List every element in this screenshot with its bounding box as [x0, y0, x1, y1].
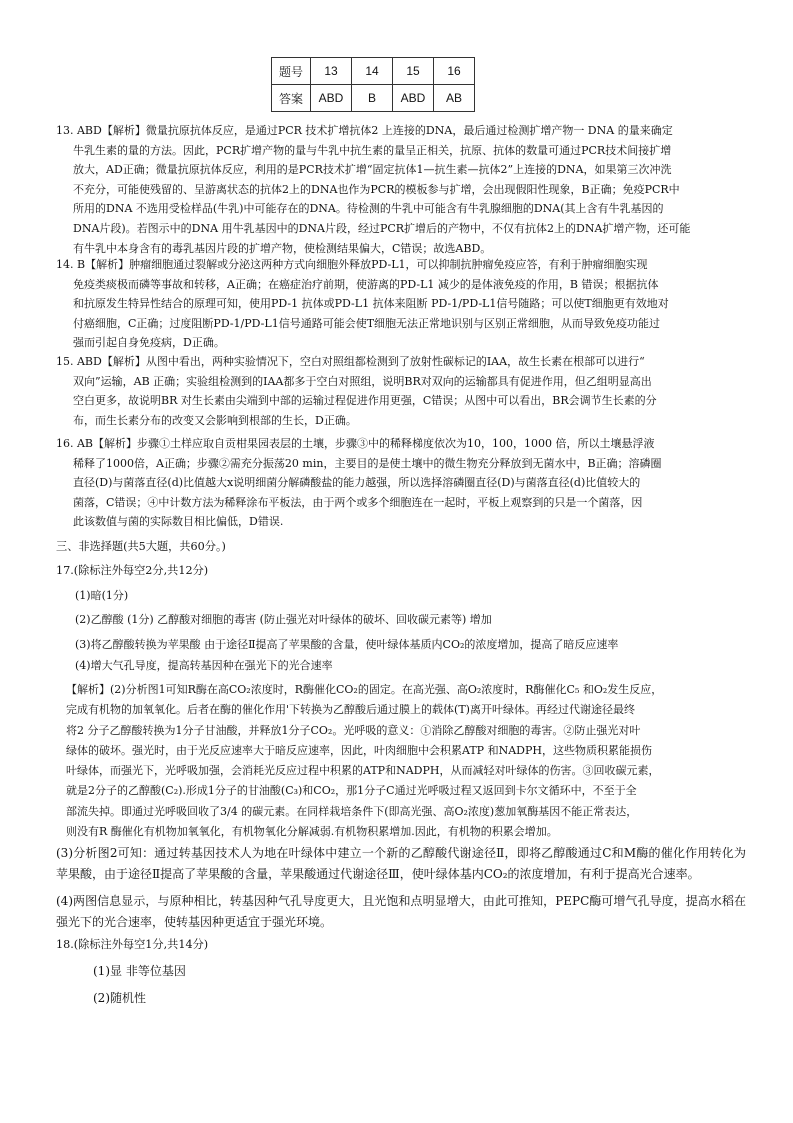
- text-line: 完成有机物的加氧氧化。后者在酶的催化作用'下转换为乙醇酸后通过膜上的载体(T)离开叶绿体。再经过代谢途径最终: [66, 703, 635, 717]
- text-line: 部流失掉。即通过光呼吸回收了3/4 的碳元素。在同样栽培条件下(即高光强、高O₂浓度)葱加氧酶基因不能正常表达，: [66, 804, 638, 818]
- text-line: 就是2分子的乙醇酸(C₂).形成1分子的甘油酸(C₃)和CO₂，那1分子C通过光呼吸过程又返回到卡尔文循环中，不至于全: [66, 784, 637, 798]
- q18-answer-1: (1)显 非等位基因: [93, 964, 186, 978]
- question-17-header: 17.(除标注外每空2分,共12分): [56, 564, 209, 577]
- question-18-header: 18.(除标注外每空1分,共14分): [56, 938, 209, 951]
- table-cell: 16: [434, 58, 475, 85]
- paragraph: (3)分析图2可知：通过转基因技术人为地在叶绿体中建立一个新的乙醇酸代谢途径Ⅱ，即将乙醇酸通过C和M酶的催化作用转化为苹果酸，由于途径Ⅱ提高了苹果酸的含量，苹果酸通过代谢途径Ⅲ，使叶绿体基内CO₂的浓度增加，有利于提高光合速率。: [56, 846, 746, 881]
- section-heading: 三、非选择题(共5大题，共60分。): [56, 540, 226, 553]
- text-line: 布，而生长素分布的改变又会影响到根部的生长，D正确。: [73, 413, 357, 427]
- answer-table-row-numbers: [272, 58, 475, 85]
- text-line: 付癌细胞，C正确；过度阻断PD-1/PD-L1信号通路可能会使T细胞无法正常地识别与区别正常细胞，从而导致免疫功能过: [73, 316, 661, 330]
- q17-answer-2: (2)乙醇酸 (1分) 乙醇酸对细胞的毒害 (防止强光对叶绿体的破坏、回收碳元素等) 增加: [75, 613, 492, 626]
- text-line: 直径(D)与菌落直径(d)比值越大x说明细菌分解磷酸盐的能力越强，所以选择溶磷圈直径(D)与菌落直径(d)比值较大的: [73, 476, 641, 490]
- text-line: 不充分，可能使残留的、呈游离状态的抗体2上的DNA也作为PCR的模板参与扩增，会出现假阳性现象，B正确；免疫PCR中: [73, 182, 680, 196]
- text-line: 双向”运输，AB 正确；实验组检测到的IAA都多于空白对照组，说明BR对双向的运输都具有促进作用，但乙组明显高出: [73, 374, 652, 388]
- q17-answer-1: (1)暗(1分): [75, 589, 129, 602]
- text-line: 14. B【解析】肿瘤细胞通过裂解或分泌这两种方式向细胞外释放PD-L1，可以抑制抗肿瘤免疫应答，有利于肿瘤细胞实现: [56, 258, 648, 271]
- text-line: 则没有R 酶催化有机物加氧氧化，有机物氧化分解减弱.有机物积累增加.因此，有机物的积累会增加。: [66, 825, 558, 839]
- table-cell: AB: [434, 85, 475, 112]
- text-line: 空白更多，故说明BR 对生长素由尖端到中部的运输过程促进作用更强，C错误；从图中可以看出，BR会调节生长素的分: [73, 394, 657, 408]
- table-cell: ABD: [311, 85, 352, 112]
- table-cell: 答案: [272, 85, 311, 112]
- text-line: 和抗原发生特异性结合的原理可知，使用PD-1 抗体或PD-L1 抗体来阻断 PD-1/PD-L1信号随路；可以使T细胞更有效地对: [73, 297, 669, 311]
- table-cell: ABD: [393, 85, 434, 112]
- question-13-explanation: [56, 121, 746, 258]
- text-line: 有牛乳中本身含有的毒乳基因片段的扩增产物，使检测结果偏大，C错误；故选ABD。: [73, 241, 492, 255]
- question-15-explanation: [56, 352, 746, 430]
- text-line: 放大，AD正确；微量抗原抗体反应，利用的是PCR技术扩增“固定抗体1—抗生素—抗体2”上连接的DNA，如果第三次冲洗: [73, 163, 672, 177]
- text-line: 强而引起自身免疫病，D正确。: [73, 336, 225, 350]
- table-cell: 题号: [272, 58, 311, 85]
- text-line: 绿体的破坏。强光时，由于光反应速率大于暗反应速率，因此，叶肉细胞中会积累ATP 和NADPH，这些物质积累能损伤: [66, 743, 652, 757]
- question-17-analysis: [56, 680, 746, 842]
- text-line: 【解析】(2)分析图1可知R酶在高CO₂浓度时，R酶催化CO₂的固定。在高光强、高O₂浓度时，R酶催化C₅ 和O₂发生反应，: [66, 683, 663, 696]
- text-line: 15. ABD【解析】从图中看出，两种实验情况下，空白对照组都检测到了放射性碳标记的IAA，故生长素在根部可以进行“: [56, 355, 645, 368]
- table-cell: 14: [352, 58, 393, 85]
- text-line: 稀释了1000倍，A正确；步骤②需充分振荡20 min，主要目的是使土壤中的微生物充分释放到无菌水中，B正确；溶磷圈: [73, 456, 662, 470]
- paragraph: (4)两图信息显示，与原种相比，转基因种气孔导度更大，且光饱和点明显增大，由此可推知，PEPC酶可增气孔导度，提高水稻在强光下的光合速率，使转基因种更适宜于强光环境。: [56, 894, 746, 929]
- table-cell: 15: [393, 58, 434, 85]
- text-line: 16. AB【解析】步骤①土样应取自贡柑果园表层的土壤，步骤③中的稀释梯度依次为10，100，1000 倍，所以土壤悬浮液: [56, 437, 655, 450]
- text-line: 免疫类痰极而磷等事故和转移，A正确；在癌症治疗前期，使游离的PD-L1 减少的是体液免疫的作用，B 错误；根据抗体: [73, 277, 659, 291]
- table-cell: 13: [311, 58, 352, 85]
- answer-table: [271, 57, 475, 112]
- answer-table-row-answers: [272, 85, 475, 112]
- text-line: 将2 分子乙醇酸转换为1分子甘油酸，并释放1分子CO₂。光呼吸的意义：①消除乙醇酸对细胞的毒害。②防止强光对叶: [66, 723, 641, 737]
- question-14-explanation: [56, 255, 746, 353]
- q17-analysis-part-4: [56, 891, 746, 932]
- table-cell: B: [352, 85, 393, 112]
- text-line: 叶绿体，而强光下，光呼吸加强，会消耗光反应过程中积累的ATP和NADPH，从而减轻对叶绿体的伤害。③回收碳元素，: [66, 764, 660, 778]
- q17-answer-3: (3)将乙醇酸转换为苹果酸 由于途径Ⅱ提高了苹果酸的含量，使叶绿体基质内CO₂的浓度增加，提高了暗反应速率: [75, 638, 619, 651]
- text-line: DNA片段)。若图示中的DNA 用牛乳基因中的DNA片段，经过PCR扩增后的产物中，不仅有抗体2上的DNA扩增产物，还可能: [73, 221, 691, 235]
- text-line: 菌落，C错误；④中计数方法为稀释涂布平板法，由于两个或多个细胞连在一起时，平板上观察到的只是一个菌落，因: [73, 495, 643, 509]
- q17-analysis-part-3: [56, 843, 746, 884]
- text-line: 此该数值与菌的实际数目相比偏低，D错误.: [73, 515, 284, 529]
- q17-answer-4: (4)增大气孔导度，提高转基因种在强光下的光合速率: [75, 659, 333, 672]
- text-line: 所用的DNA 不选用受检样品(牛乳)中可能存在的DNA。待检测的牛乳中可能含有牛乳腺细胞的DNA(其上含有牛乳基因的: [73, 202, 664, 216]
- q18-answer-2: (2)随机性: [93, 991, 146, 1005]
- text-line: 牛乳生素的量的方法。因此，PCR扩增产物的量与牛乳中抗生素的量呈正相关，抗原、抗体的数量可通过PCR技术间接扩增: [73, 143, 672, 157]
- question-16-explanation: [56, 434, 746, 532]
- text-line: 13. ABD【解析】微量抗原抗体反应，是通过PCR 技术扩增抗体2 上连接的DNA，最后通过检测扩增产物一 DNA 的量来确定: [56, 124, 673, 137]
